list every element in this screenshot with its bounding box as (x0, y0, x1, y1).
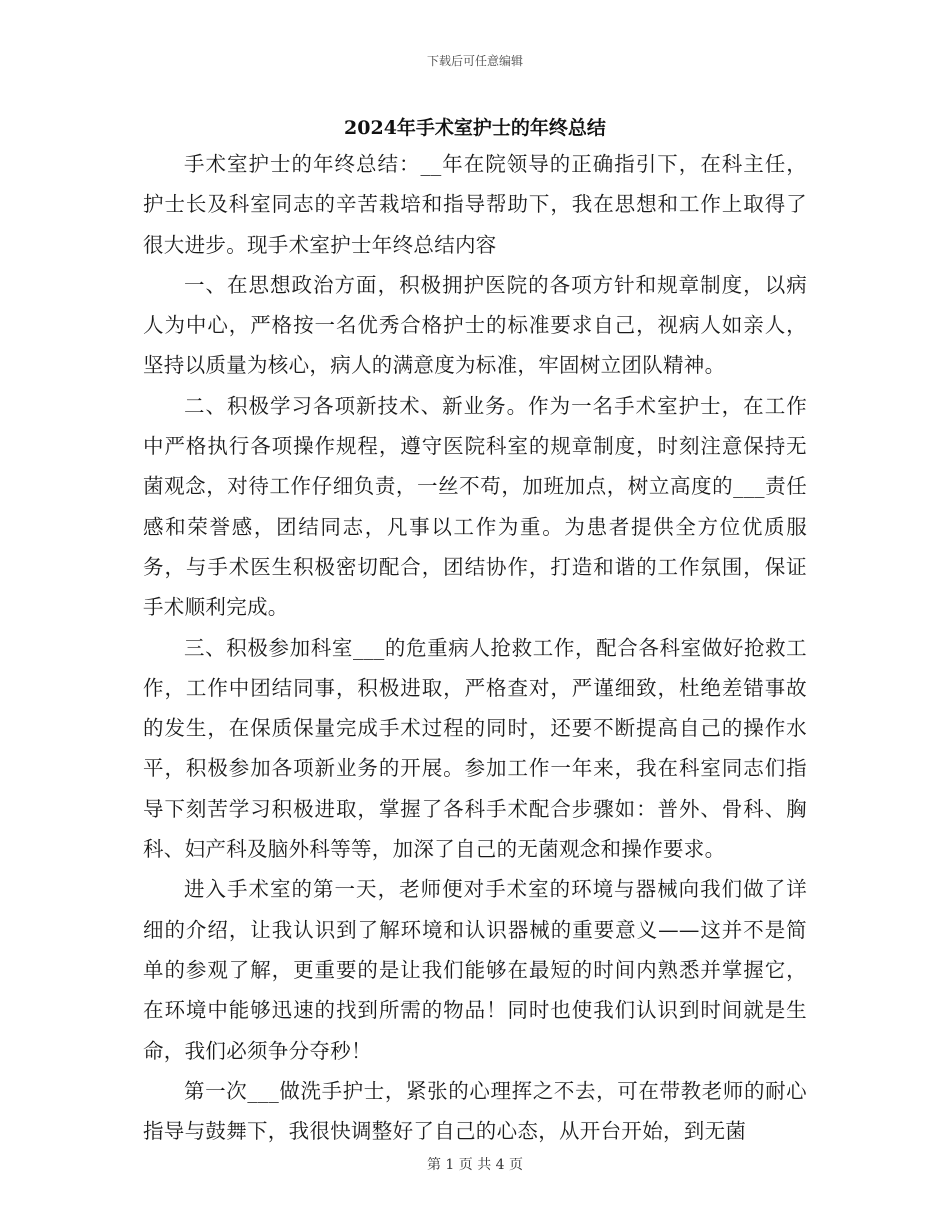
paragraph-first-day: 进入手术室的第一天，老师便对手术室的环境与器械向我们做了详细的介绍，让我认识到了解环境和认识器械的重要意义——这并不是简单的参观了解，更重要的是让我们能够在最短的时间内熟悉并掌握它，在环境中能够迅速的找到所需的物品！同时也使我们认识到时间就是生命，我们必须争分夺秒！ (143, 877, 807, 1063)
paragraph-section-2: 二、积极学习各项新技术、新业务。作为一名手术室护士，在工作中严格执行各项操作规程，遵守医院科室的规章制度，时刻注意保持无菌观念，对待工作仔细负责，一丝不苟，加班加点，树立高度的___责任感和荣誉感，团结同志，凡事以工作为重。为患者提供全方位优质服务，与手术医生积极密切配合，团结协作，打造和谐的工作氛围，保证手术顺利完成。 (143, 393, 807, 620)
paragraph-section-1: 一、在思想政治方面，积极拥护医院的各项方针和规章制度，以病人为中心，严格按一名优秀合格护士的标准要求自己，视病人如亲人，坚持以质量为核心，病人的满意度为标准，牢固树立团队精神。 (143, 272, 807, 378)
paragraph-section-3: 三、积极参加科室___的危重病人抢救工作，配合各科室做好抢救工作，工作中团结同事，积极进取，严格查对，严谨细致，杜绝差错事故的发生，在保质保量完成手术过程的同时，还要不断提高自己的操作水平，积极参加各项新业务的开展。参加工作一年来，我在科室同志们指导下刻苦学习积极进取，掌握了各科手术配合步骤如：普外、骨科、胸科、妇产科及脑外科等等，加深了自己的无菌观念和操作要求。 (143, 635, 807, 862)
paragraph-intro: 手术室护士的年终总结：__年在院领导的正确指引下，在科主任，护士长及科室同志的辛苦栽培和指导帮助下，我在思想和工作上取得了很大进步。现手术室护士年终总结内容 (143, 152, 807, 257)
document-title: 2024年手术室护士的年终总结 (344, 117, 606, 139)
paragraph-first-scrub: 第一次___做洗手护士，紧张的心理挥之不去，可在带教老师的耐心指导与鼓舞下，我很快调整好了自己的心态，从开台开始，到无菌 (143, 1078, 807, 1144)
page-number: 第 1 页 共 4 页 (426, 1157, 524, 1173)
document-body (143, 144, 807, 1151)
header-note: 下载后可任意编辑 (426, 54, 523, 68)
